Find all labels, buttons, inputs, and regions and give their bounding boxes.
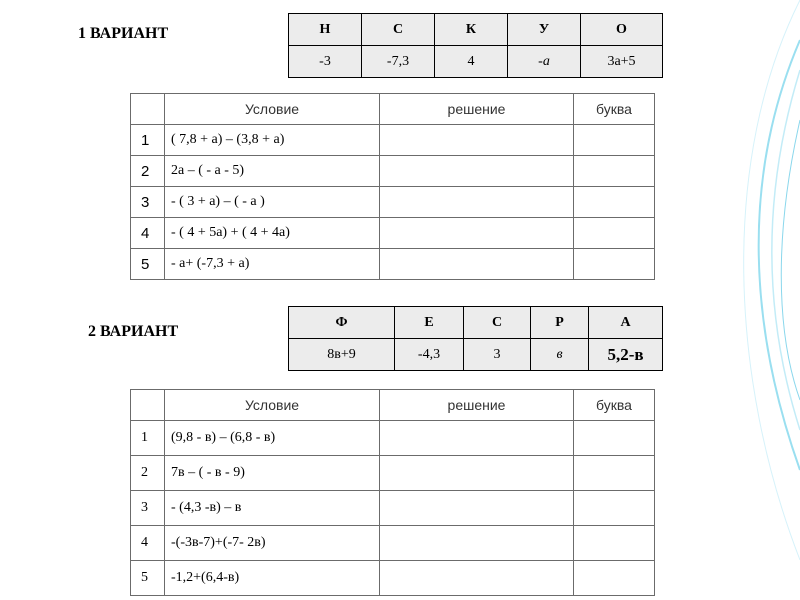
- row-number: 4: [131, 218, 165, 249]
- key-value: -7,3: [362, 46, 435, 78]
- key-letter: О: [581, 14, 663, 46]
- solution-cell[interactable]: [380, 421, 574, 456]
- variant-2-key-table: [288, 306, 663, 371]
- key-value: 3: [464, 339, 531, 371]
- variant-2-title: 2 ВАРИАНТ: [88, 323, 179, 340]
- solution-cell[interactable]: [380, 187, 574, 218]
- key-value: 5,2-в: [589, 339, 663, 371]
- row-expression: - ( 3 + а) – ( - а ): [165, 187, 380, 218]
- letter-cell[interactable]: [574, 421, 655, 456]
- task-header-row: [131, 94, 655, 125]
- row-expression: - (4,3 -в) – в: [165, 491, 380, 526]
- solution-header: решение: [380, 94, 574, 125]
- row-number: 2: [131, 456, 165, 491]
- key-letter: С: [362, 14, 435, 46]
- row-expression: - ( 4 + 5а) + ( 4 + 4а): [165, 218, 380, 249]
- solution-cell[interactable]: [380, 218, 574, 249]
- key-letter: У: [508, 14, 581, 46]
- row-number: 2: [131, 156, 165, 187]
- key-letter: Ф: [289, 307, 395, 339]
- key-letter: Н: [289, 14, 362, 46]
- task-row: [131, 561, 655, 596]
- task-row: [131, 421, 655, 456]
- solution-header: решение: [380, 390, 574, 421]
- task-row: [131, 249, 655, 280]
- variant-2-task-table: [130, 389, 655, 596]
- solution-cell[interactable]: [380, 456, 574, 491]
- variant-1-key-table: [288, 13, 663, 78]
- solution-cell[interactable]: [380, 561, 574, 596]
- letter-cell[interactable]: [574, 125, 655, 156]
- row-expression: -(-3в-7)+(-7- 2в): [165, 526, 380, 561]
- key-letter: А: [589, 307, 663, 339]
- letter-cell[interactable]: [574, 156, 655, 187]
- key-value: 8в+9: [289, 339, 395, 371]
- letter-cell[interactable]: [574, 218, 655, 249]
- letter-cell[interactable]: [574, 187, 655, 218]
- task-row: [131, 156, 655, 187]
- condition-header: Условие: [165, 390, 380, 421]
- key-values-row: [289, 46, 663, 78]
- task-row: [131, 187, 655, 218]
- task-row: [131, 456, 655, 491]
- key-value: 4: [435, 46, 508, 78]
- row-number: 3: [131, 491, 165, 526]
- variant-1-task-table: [130, 93, 655, 280]
- solution-cell[interactable]: [380, 249, 574, 280]
- num-header: [131, 390, 165, 421]
- letter-header: буква: [574, 94, 655, 125]
- row-expression: - а+ (-7,3 + а): [165, 249, 380, 280]
- task-row: [131, 491, 655, 526]
- solution-cell[interactable]: [380, 491, 574, 526]
- key-letter: Е: [395, 307, 464, 339]
- row-number: 5: [131, 249, 165, 280]
- row-number: 4: [131, 526, 165, 561]
- row-expression: 2а – ( - а - 5): [165, 156, 380, 187]
- key-letter: Р: [531, 307, 589, 339]
- row-expression: 7в – ( - в - 9): [165, 456, 380, 491]
- key-letters-row: [289, 14, 663, 46]
- solution-cell[interactable]: [380, 156, 574, 187]
- key-value: -3: [289, 46, 362, 78]
- key-value: -а: [508, 46, 581, 78]
- task-row: [131, 218, 655, 249]
- condition-header: Условие: [165, 94, 380, 125]
- row-expression: -1,2+(6,4-в): [165, 561, 380, 596]
- key-letters-row: [289, 307, 663, 339]
- num-header: [131, 94, 165, 125]
- letter-cell[interactable]: [574, 491, 655, 526]
- solution-cell[interactable]: [380, 125, 574, 156]
- task-row: [131, 526, 655, 561]
- key-values-row: [289, 339, 663, 371]
- row-expression: ( 7,8 + а) – (3,8 + а): [165, 125, 380, 156]
- letter-cell[interactable]: [574, 561, 655, 596]
- letter-cell[interactable]: [574, 249, 655, 280]
- row-number: 1: [131, 421, 165, 456]
- row-number: 1: [131, 125, 165, 156]
- letter-cell[interactable]: [574, 526, 655, 561]
- key-value: -4,3: [395, 339, 464, 371]
- row-number: 3: [131, 187, 165, 218]
- key-value: в: [531, 339, 589, 371]
- row-expression: (9,8 - в) – (6,8 - в): [165, 421, 380, 456]
- variant-1-title: 1 ВАРИАНТ: [78, 25, 169, 42]
- row-number: 5: [131, 561, 165, 596]
- task-header-row: [131, 390, 655, 421]
- letter-cell[interactable]: [574, 456, 655, 491]
- decorative-curves: [680, 0, 800, 600]
- key-letter: С: [464, 307, 531, 339]
- key-value: 3а+5: [581, 46, 663, 78]
- letter-header: буква: [574, 390, 655, 421]
- key-letter: К: [435, 14, 508, 46]
- task-row: [131, 125, 655, 156]
- solution-cell[interactable]: [380, 526, 574, 561]
